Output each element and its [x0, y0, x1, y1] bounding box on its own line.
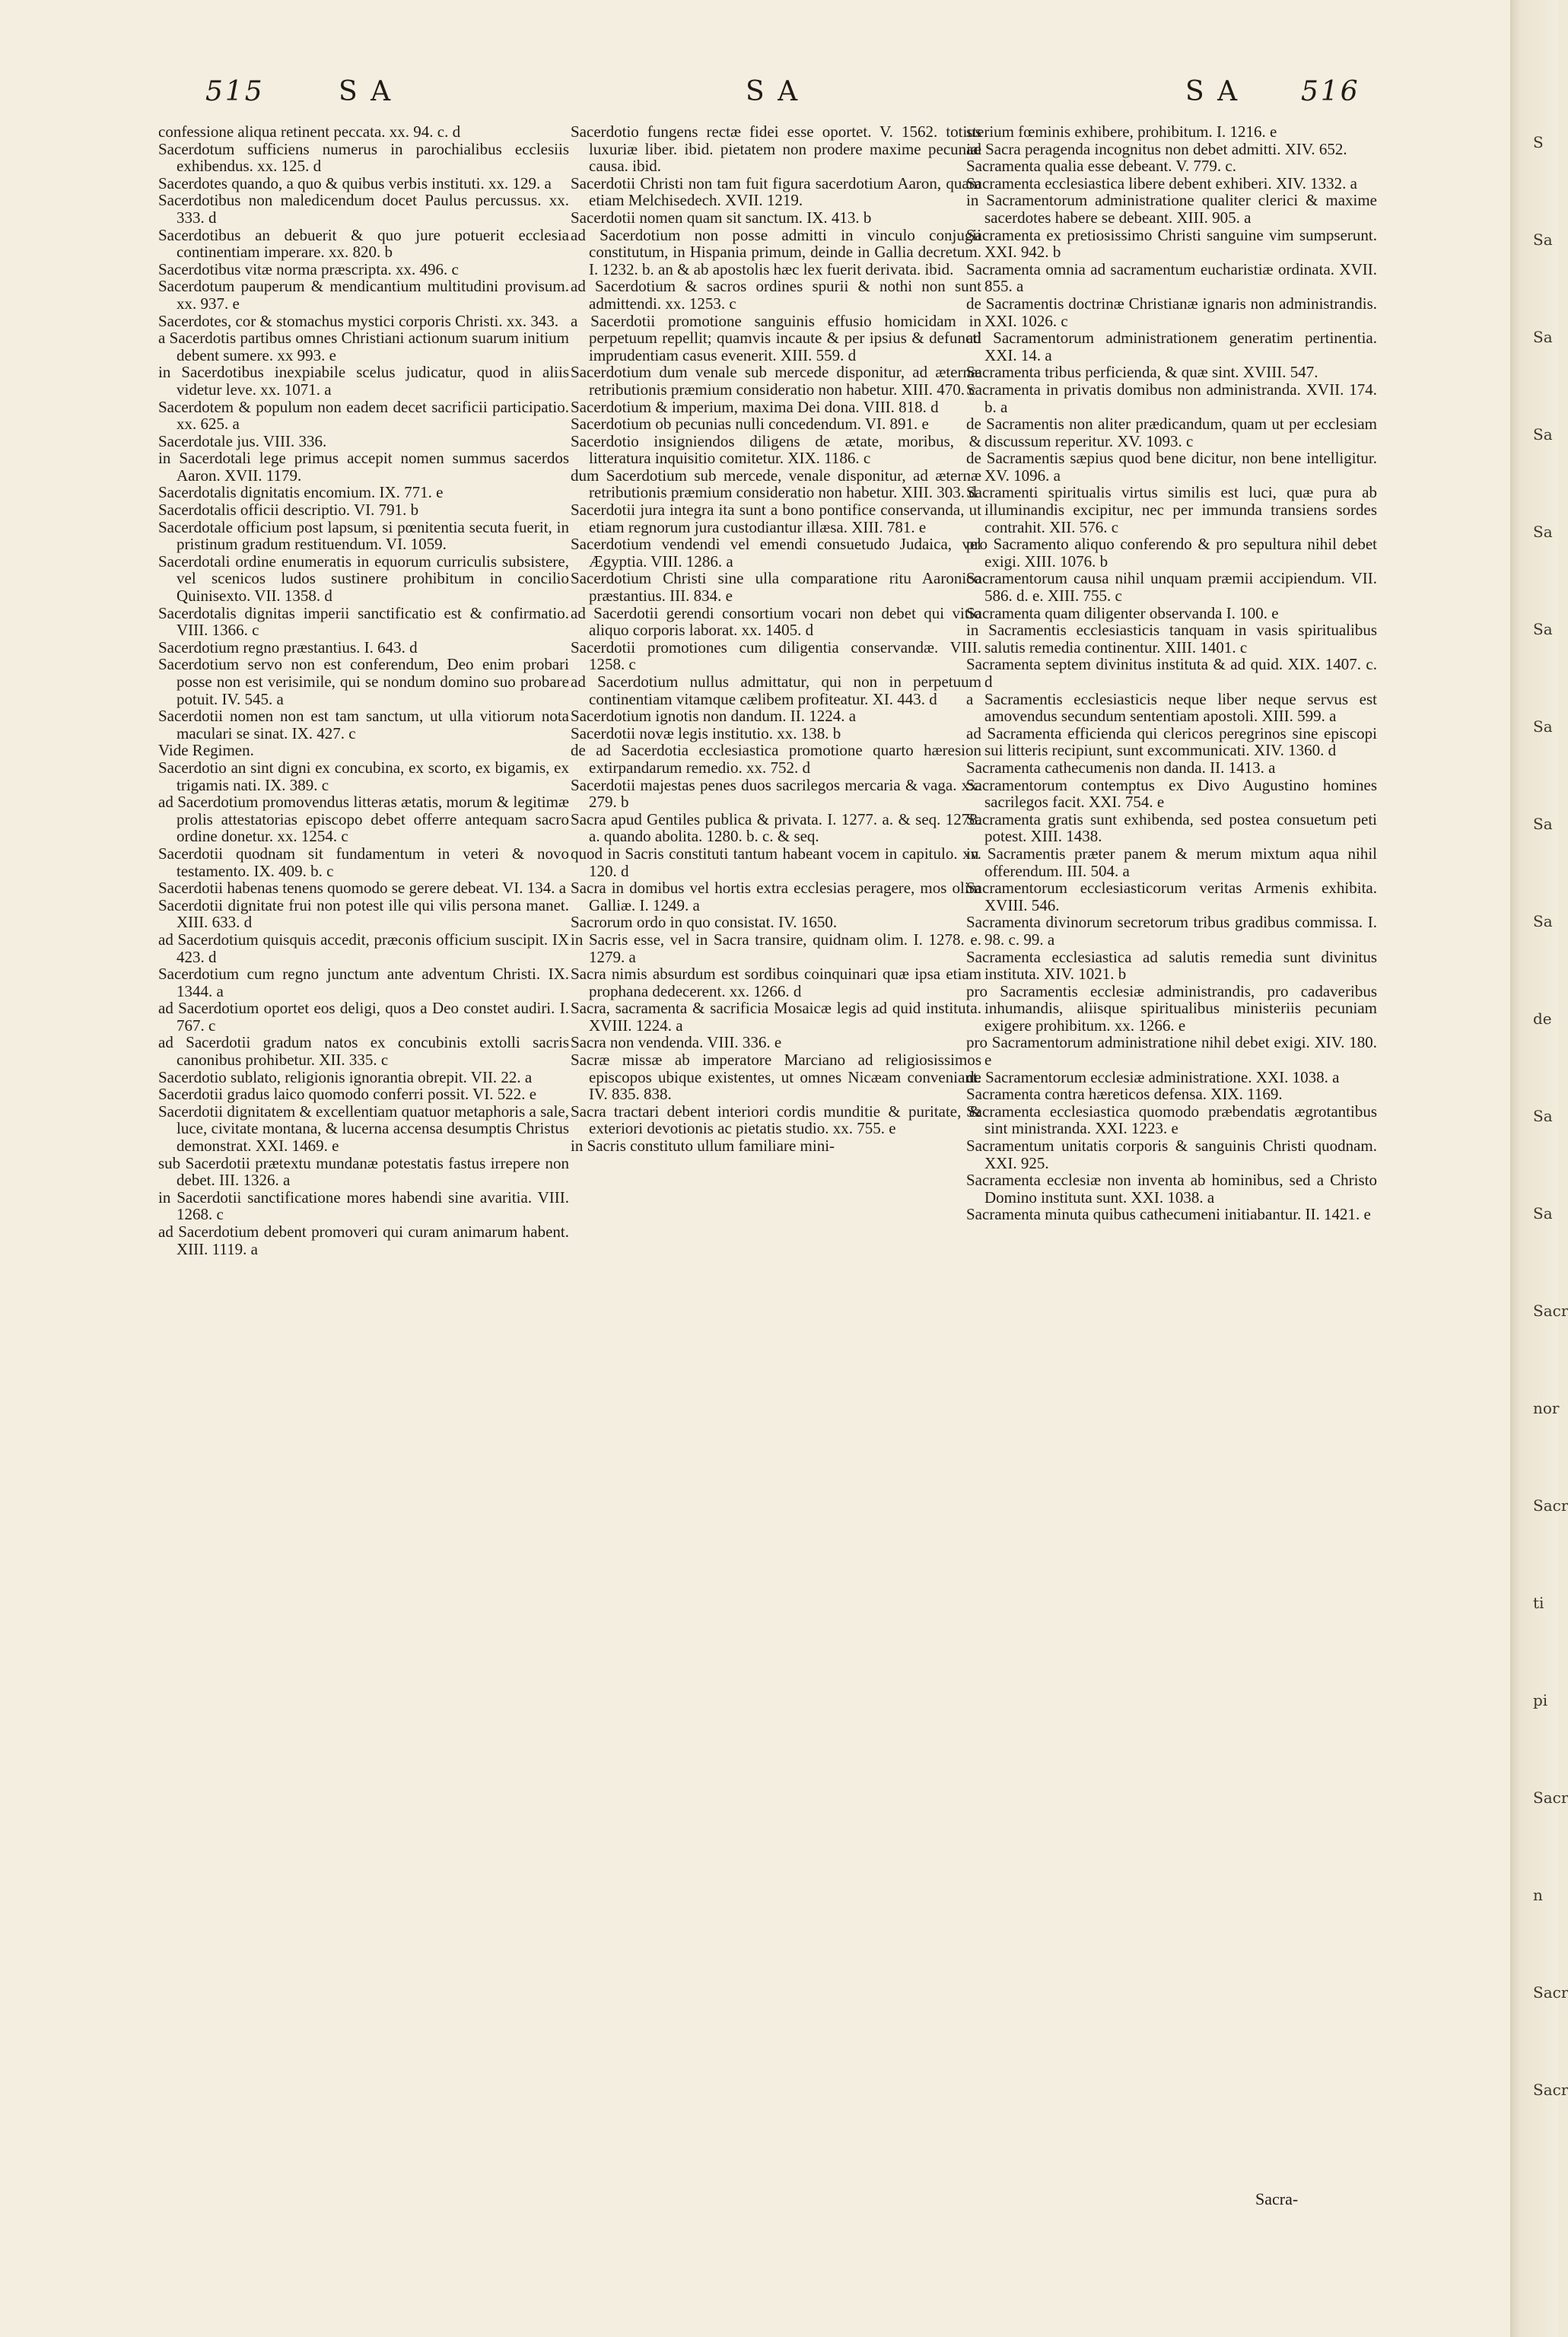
index-entry: de ad Sacerdotia ecclesiastica promotione quarto hæresion extirpandarum remedio. xx. 752. d	[571, 741, 981, 777]
index-entry: sub Sacerdotii prætextu mundanæ potestatis fastus irrepere non debet. III. 1326. a	[158, 1153, 569, 1190]
index-entry: Sacerdotibus an debuerit & quo jure potuerit ecclesia continentiam imperare. xx. 820. b	[158, 225, 569, 262]
index-entry: Sacerdotale officium post lapsum, si pœnitentia secuta fuerit, in pristinum gradum restituendum. VI. 1059.	[158, 517, 569, 554]
index-entry: Sacramentorum contemptus ex Divo Augustino homines sacrilegos facit. XXI. 754. e	[966, 775, 1377, 812]
index-entry: ad Sacerdotii gerendi consortium vocari non debet qui vitio aliquo corporis laborat. xx. 1405. d	[571, 603, 981, 640]
index-entry: in Sacris esse, vel in Sacra transire, quidnam olim. I. 1278. e. 1279. a	[571, 930, 981, 966]
index-entry: Sacerdotium ignotis non dandum. II. 1224. a	[571, 707, 857, 726]
index-entry: ad Sacerdotium oportet eos deligi, quos a Deo constet audiri. I. 767. c	[158, 999, 569, 1035]
edge-text-fragment: Sa	[1533, 328, 1553, 346]
index-entry: pro Sacramento aliquo conferendo & pro sepultura nihil debet exigi. XIII. 1076. b	[966, 535, 1377, 571]
index-entry: Sacramenta ecclesiastica quomodo præbendatis ægrotantibus sint ministranda. XXI. 1223. e	[966, 1102, 1377, 1138]
index-entry: Sacramenta in privatis domibus non administranda. XVII. 174. b. a	[966, 380, 1377, 416]
edge-text-fragment: nor	[1533, 1399, 1560, 1417]
edge-text-fragment: Sa	[1533, 912, 1553, 930]
index-entry: Sacerdotale jus. VIII. 336.	[158, 431, 327, 450]
index-entry: Sacerdotum pauperum & mendicantium multitudini provisum. xx. 937. e	[158, 277, 569, 313]
index-entry: pro Sacramentis ecclesiæ administrandis, pro cadaveribus inhumandis, aliisque spiritualibus ministeriis pecuniam exigere prohibitum. xx. 1266. e	[966, 981, 1377, 1035]
index-entry: Sacramenta minuta quibus cathecumeni initiabantur. II. 1421. e	[966, 1205, 1371, 1224]
index-entry: in Sacris constituto ullum familiare mini-	[571, 1137, 835, 1156]
running-head-center: S A	[746, 76, 800, 107]
index-entry: Sacrorum ordo in quo consistat. IV. 1650.	[571, 913, 838, 932]
index-entry: Sacerdotalis dignitas imperii sanctificatio est & confirmatio. VIII. 1366. c	[158, 603, 569, 640]
edge-text-fragment: S	[1533, 133, 1544, 151]
edge-text-fragment: ti	[1533, 1594, 1544, 1612]
index-entry: Sacramenta contra hæreticos defensa. XIX. 1169.	[966, 1085, 1283, 1104]
index-entry: Sacerdotii nomen non est tam sanctum, ut ulla vitiorum nota maculari se sinat. IX. 427. c	[158, 707, 569, 742]
edge-text-fragment: Sacr	[1533, 1983, 1568, 2002]
index-entry: Sacerdotii Christi non tam fuit figura sacerdotium Aaron, quam etiam Melchisedech. XVII. 1219.	[571, 173, 981, 210]
index-entry: Sacerdotio fungens rectæ fidei esse oportet. V. 1562. totius luxuriæ liber. ibid. pietatem non prodere maxime pecuniæ causa. ibid.	[571, 122, 981, 176]
edge-text-fragment: pi	[1533, 1691, 1548, 1709]
index-entry: Sacerdotio an sint digni ex concubina, ex scorto, ex bigamis, ex trigamis nati. IX. 389. c	[158, 758, 569, 794]
index-entry: Sacra, sacramenta & sacrificia Mosaicæ legis ad quid instituta. XVIII. 1224. a	[571, 999, 981, 1035]
index-entry: Sacramenta qualia esse debeant. V. 779. c.	[966, 157, 1236, 176]
edge-text-fragment: Sa	[1533, 1107, 1553, 1125]
index-column-3	[966, 123, 1377, 1223]
index-entry: Sacerdotalis dignitatis encomium. IX. 771. e	[158, 483, 444, 502]
index-entry: Sacerdotium & imperium, maxima Dei dona. VIII. 818. d	[571, 397, 939, 416]
index-entry: Sacra non vendenda. VIII. 336. e	[571, 1033, 782, 1052]
index-entry: ad Sacramenta efficienda qui clericos peregrinos sine episcopi sui litteris recipiunt, sunt excommunicati. XIV. 1360. d	[966, 723, 1377, 760]
index-entry: Sacramentorum causa nihil unquam præmii accipiendum. VII. 586. d. e. XIII. 755. c	[966, 569, 1377, 606]
index-entry: in Sacerdotibus inexpiabile scelus judicatur, quod in aliis videtur leve. xx. 1071. a	[158, 363, 569, 399]
edge-text-fragment: Sa	[1533, 815, 1553, 833]
index-entry: de Sacramentis doctrinæ Christianæ ignaris non administrandis. XXI. 1026. c	[966, 294, 1377, 330]
index-entry: Sacerdotii gradus laico quomodo conferri possit. VI. 522. e	[158, 1085, 537, 1104]
index-entry: ad Sacerdotium debent promoveri qui curam animarum habent. XIII. 1119. a	[158, 1223, 569, 1258]
edge-text-fragment: de	[1533, 1010, 1552, 1028]
index-entry: ad Sacra peragenda incognitus non debet admitti. XIV. 652.	[966, 139, 1347, 158]
edge-text-fragment: Sacr	[1533, 2081, 1568, 2099]
page-header	[0, 76, 1510, 122]
edge-text-fragment: Sa	[1533, 717, 1553, 736]
index-entry: a Sacerdotii promotione sanguinis effusio homicidam in perpetuum repellit; quamvis incaute & per ipsius & defuncti imprudentiam casus evenerit. XIII. 559. d	[571, 311, 981, 364]
index-entry: Sacerdotium Christi sine ulla comparatione ritu Aaronico præstantius. III. 834. e	[571, 569, 981, 606]
index-entry: Sacerdotum sufficiens numerus in parochialibus ecclesiis exhibendus. xx. 125. d	[158, 139, 569, 176]
index-entry: Vide Regimen.	[158, 741, 254, 760]
index-entry: ad Sacerdotium nullus admittatur, qui non in perpetuum continentiam vitamque cælibem profiteatur. XI. 443. d	[571, 672, 981, 708]
index-entry: Sacramenta septem divinitus instituta & ad quid. XIX. 1407. c. d	[966, 655, 1377, 691]
index-entry: Sacerdotium dum venale sub mercede disponitur, ad æternæ retributionis præmium consideratio non habetur. XIII. 470. c	[571, 363, 981, 399]
index-entry: a Sacerdotis partibus omnes Christiani actionum suarum initium debent sumere. xx 993. e	[158, 329, 569, 364]
edge-text-fragment: Sacr	[1533, 1302, 1568, 1320]
index-entry: Sacerdotium servo non est conferendum, Deo enim probari posse non est verisimile, qui se nondum domino suo probare potuit. IV. 545. a	[158, 655, 569, 708]
index-entry: Sacerdotium regno præstantius. I. 643. d	[158, 638, 418, 657]
index-entry: Sacerdotes quando, a quo & quibus verbis instituti. xx. 129. a	[158, 173, 552, 192]
index-entry: Sacramentorum ecclesiasticorum veritas Armenis exhibita. XVIII. 546.	[966, 879, 1377, 914]
edge-text-fragment: Sa	[1533, 1204, 1553, 1223]
index-entry: in Sacramentis præter panem & merum mixtum aqua nihil offerendum. III. 504. a	[966, 844, 1377, 880]
index-entry: Sacerdotali ordine enumeratis in equorum curriculis subsistere, vel scenicos ludos sustinere prohibitum in concilio Quinisexto. VII. 1358. d	[158, 552, 569, 606]
index-entry: Sacerdotes, cor & stomachus mystici corporis Christi. xx. 343.	[158, 311, 559, 330]
index-entry: Sacramenta quam diligenter observanda I. 100. e	[966, 603, 1279, 622]
index-entry: Sacerdotium cum regno junctum ante adventum Christi. IX. 1344. a	[158, 965, 569, 1000]
index-entry: Sacramenta cathecumenis non danda. II. 1413. a	[966, 758, 1276, 777]
edge-text-fragment: Sacr	[1533, 1789, 1568, 1807]
index-entry: Sacramenta gratis sunt exhibenda, sed postea consuetum peti potest. XIII. 1438.	[966, 809, 1377, 846]
index-entry: Sacramenta divinorum secretorum tribus gradibus commissa. I. 98. c. 99. a	[966, 913, 1377, 949]
index-entry: Sacræ missæ ab imperatore Marciano ad religiosissimos episcopos ubique existentes, ut omnes Nicæam conveniant. IV. 835. 838.	[571, 1051, 981, 1104]
index-entry: Sacerdotibus non maledicendum docet Paulus percussus. xx. 333. d	[158, 191, 569, 227]
index-entry: Sacerdotalis officii descriptio. VI. 791. b	[158, 501, 419, 520]
index-entry: Sacerdotii novæ legis institutio. xx. 138. b	[571, 723, 841, 742]
index-entry: ad Sacerdotium & sacros ordines spurii & nothi non sunt admittendi. xx. 1253. c	[571, 277, 981, 313]
index-entry: Sacra in domibus vel hortis extra ecclesias peragere, mos olim Galliæ. I. 1249. a	[571, 879, 981, 914]
index-entry: Sacerdotem & populum non eadem decet sacrificii participatio. xx. 625. a	[158, 397, 569, 434]
index-entry: Sacerdotii jura integra ita sunt a bono pontifice conservanda, ut etiam regnorum jura custodiantur illæsa. XIII. 781. e	[571, 501, 981, 536]
index-column-1	[158, 123, 569, 1258]
edge-text-fragment: Sacr	[1533, 1496, 1568, 1515]
index-entry: Sacerdotii habenas tenens quomodo se gerere debeat. VI. 134. a	[158, 879, 567, 898]
index-entry: de Sacramentorum ecclesiæ administratione. XXI. 1038. a	[966, 1067, 1340, 1086]
index-entry: pro Sacramentorum administratione nihil debet exigi. XIV. 180. e	[966, 1033, 1377, 1070]
index-entry: de Sacramentis sæpius quod bene dicitur, non bene intelligitur. XV. 1096. a	[966, 449, 1377, 485]
catchword: Sacra-	[1255, 2189, 1299, 2208]
index-entry: Sacerdotium vendendi vel emendi consuetudo Judaica, vel Ægyptia. VIII. 1286. a	[571, 535, 981, 571]
index-entry: Sacerdotium ob pecunias nulli concedendum. VI. 891. e	[571, 415, 929, 434]
index-entry: Sacerdotii dignitatem & excellentiam quatuor metaphoris a sale, luce, civitate montana, & lucerna accensa desumptis Christus demonstrat. XXI. 1469. e	[158, 1102, 569, 1156]
index-entry: Sacramenta omnia ad sacramentum eucharistiæ ordinata. XVII. 855. a	[966, 259, 1377, 296]
index-entry: Sacra nimis absurdum est sordibus coinquinari quæ ipsa etiam prophana dedecerent. xx. 1266. d	[571, 965, 981, 1000]
index-entry: Sacerdotii quodnam sit fundamentum in veteri & novo testamento. IX. 409. b. c	[158, 844, 569, 880]
running-head-right: S A	[1185, 76, 1240, 107]
index-entry: ad Sacerdotium quisquis accedit, præconis officium suscipit. IX 423. d	[158, 930, 569, 966]
index-entry: quod in Sacris constituti tantum habeant vocem in capitulo. xv. 120. d	[571, 844, 981, 880]
page-number-right: 516	[1301, 76, 1360, 107]
index-entry: confessione aliqua retinent peccata. xx. 94. c. d	[158, 122, 461, 141]
index-entry: Sacramenta ecclesiæ non inventa ab hominibus, sed a Christo Domino instituta sunt. XXI. 1038. a	[966, 1171, 1377, 1207]
index-entry: Sacerdotio sublato, religionis ignorantia obrepit. VII. 22. a	[158, 1067, 533, 1086]
index-entry: Sacra apud Gentiles publica & privata. I. 1277. a. & seq. 1278. a. quando abolita. 1280. b. c. & seq.	[571, 809, 981, 846]
next-page-edge	[1510, 0, 1568, 2337]
edge-text-fragment: Sa	[1533, 231, 1553, 249]
index-entry: Sacerdotii dignitate frui non potest ille qui vilis persona manet. XIII. 633. d	[158, 895, 569, 932]
index-entry: Sacramenta ecclesiastica libere debent exhiberi. XIV. 1332. a	[966, 173, 1357, 192]
index-entry: Sacramenta ecclesiastica ad salutis remedia sunt divinitus instituta. XIV. 1021. b	[966, 947, 1377, 984]
edge-text-fragment: Sa	[1533, 425, 1553, 444]
running-head-left: S A	[339, 76, 393, 107]
index-entry: Sacerdotibus vitæ norma præscripta. xx. 496. c	[158, 259, 459, 278]
index-entry: a Sacramentis ecclesiasticis neque liber neque servus est amovendus secundum sententiam apostoli. XIII. 599. a	[966, 689, 1377, 726]
index-entry: Sacramenti spiritualis virtus similis est luci, quæ pura ab illuminandis excipitur, nec per immunda transiens sordes contrahit. XII. 576. c	[966, 483, 1377, 536]
index-entry: Sacerdotii majestas penes duos sacrilegos mercaria & vaga. xx. 279. b	[571, 775, 981, 812]
index-entry: sterium fœminis exhibere, prohibitum. I. 1216. e	[966, 122, 1277, 141]
index-entry: Sacramenta tribus perficienda, & quæ sint. XVIII. 547.	[966, 363, 1318, 382]
index-column-2	[571, 123, 981, 1155]
index-entry: Sacerdotio insigniendos diligens de ætate, moribus, & litteratura inquisitio comitetur. XIX. 1186. c	[571, 431, 981, 468]
index-entry: de Sacramentis non aliter prædicandum, quam ut per ecclesiam discussum reperitur. XV. 1093. c	[966, 415, 1377, 450]
index-entry: ad Sacerdotium non posse admitti in vinculo conjugii constitutum, in Hispania primum, deinde in Gallia decretum. I. 1232. b. an & ab apostolis hæc lex fuerit derivata. ibid.	[571, 225, 981, 278]
edge-text-fragment: Sa	[1533, 620, 1553, 638]
index-entry: Sacra tractari debent interiori cordis munditie & puritate, & exteriori devotionis ac pietatis studio. xx. 755. e	[571, 1102, 981, 1138]
index-entry: Sacerdotii promotiones cum diligentia conservandæ. VIII. 1258. c	[571, 638, 981, 674]
index-entry: Sacramentum unitatis corporis & sanguinis Christi quodnam. XXI. 925.	[966, 1137, 1377, 1172]
index-entry: Sacramenta ex pretiosissimo Christi sanguine vim sumpserunt. XXI. 942. b	[966, 225, 1377, 262]
index-entry: ad Sacerdotii gradum natos ex concubinis extolli sacris canonibus prohibetur. XII. 335. c	[158, 1033, 569, 1070]
index-entry: in Sacerdotii sanctificatione mores habendi sine avaritia. VIII. 1268. c	[158, 1188, 569, 1224]
index-entry: in Sacramentis ecclesiasticis tanquam in vasis spiritualibus salutis remedia continentur. XIII. 1401. c	[966, 621, 1377, 657]
index-entry: in Sacerdotali lege primus accepit nomen summus sacerdos Aaron. XVII. 1179.	[158, 449, 569, 485]
index-entry: ad Sacerdotium promovendus litteras ætatis, morum & legitimæ prolis attestatorias episcopo debet offerre antequam sacro ordine donetur. xx. 1254. c	[158, 793, 569, 846]
edge-text-fragment: Sa	[1533, 523, 1553, 541]
index-entry: dum Sacerdotium sub mercede, venale disponitur, ad æternæ retributionis præmium consideratio non habetur. XIII. 303. d	[571, 466, 981, 502]
page-number-left: 515	[205, 76, 265, 107]
edge-text-fragment: n	[1533, 1886, 1543, 1904]
index-entry: in Sacramentorum administratione qualiter clerici & maxime sacerdotes habere se debeant. XIII. 905. a	[966, 191, 1377, 227]
index-entry: ad Sacramentorum administrationem generatim pertinentia. XXI. 14. a	[966, 329, 1377, 364]
index-entry: Sacerdotii nomen quam sit sanctum. IX. 413. b	[571, 208, 872, 227]
